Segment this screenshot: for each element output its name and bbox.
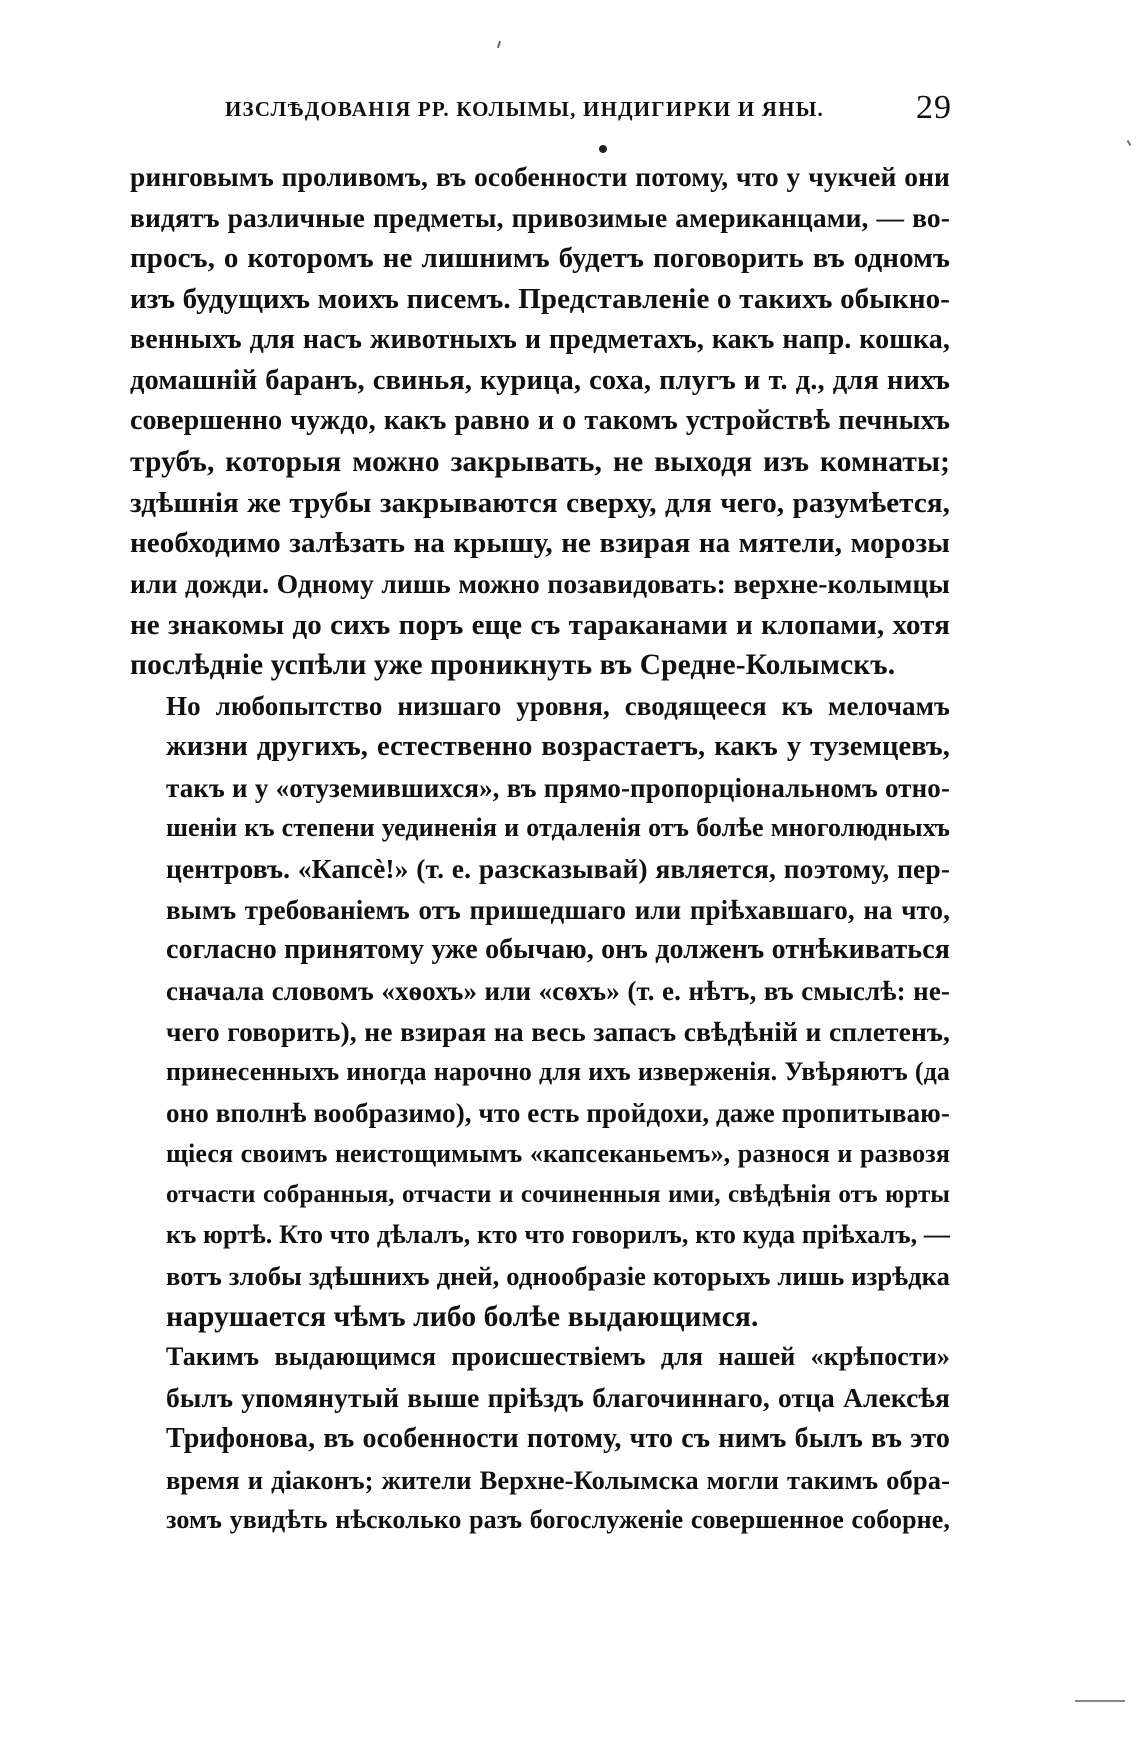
text-line: или дожди. Одному лишь можно позавидовать: верхне-колымцы [130, 568, 950, 600]
paragraph-1 [130, 157, 950, 686]
print-dot [599, 145, 607, 153]
print-speck [1127, 140, 1132, 146]
text-line: необходимо залѣзать на крышу, не взирая на мятели, морозы [130, 527, 950, 560]
page-number: 29 [916, 89, 952, 126]
text-line: венныхъ для насъ животныхъ и предметахъ, какъ напр. кошка, [130, 323, 950, 355]
text-line: трубъ, которыя можно закрывать, не выходя изъ комнаты; [130, 445, 950, 478]
text-line: сначала словомъ «хѳохъ» или «сѳхъ» (т. е. нѣтъ, въ смыслѣ: не- [166, 976, 950, 1007]
body-text [130, 157, 950, 1541]
text-line: оно вполнѣ вообразимо), что есть пройдохи, даже пропитываю- [166, 1098, 950, 1129]
text-line: вотъ злобы здѣшнихъ дней, однообразіе которыхъ лишь изрѣдка [166, 1260, 950, 1291]
text-line: чего говорить), не взирая на весь запасъ свѣдѣній и сплетенъ, [166, 1015, 950, 1047]
text-line: нарушается чѣмъ либо болѣе выдающимся. [166, 1300, 759, 1333]
text-line: здѣшнія же трубы закрываются сверху, для чего, разумѣется, [130, 486, 950, 519]
text-line: принесенныхъ иногда нарочно для ихъ изверженія. Увѣряютъ (да [166, 1057, 950, 1087]
text-line: былъ упомянутый выше пріѣздъ благочиннаго, отца Алексѣя [166, 1382, 950, 1414]
text-line: щіеся своимъ неистощимымъ «капсеканьемъ», разнося и развозя [166, 1138, 950, 1168]
text-line: ринговымъ проливомъ, въ особенности потому, что у чукчей они [130, 161, 950, 192]
text-line: отчасти собранныя, отчасти и сочиненныя ими, свѣдѣнія отъ юрты [166, 1180, 950, 1208]
text-line: домашній баранъ, свинья, курица, соха, плугъ и т. д., для нихъ [130, 364, 950, 396]
text-line: согласно принятому уже обычаю, онъ долженъ отнѣкиваться [166, 934, 950, 966]
text-line: жизни другихъ, естественно возрастаетъ, какъ у туземцевъ, [166, 730, 950, 762]
text-line: не знакомы до сихъ поръ еще съ тараканами и клопами, хотя [130, 608, 950, 641]
text-line: вымъ требованіемъ отъ пришедшаго или пріѣхавшаго, на что, [166, 894, 950, 925]
text-line: видятъ различные предметы, привозимые американцами, — во- [130, 201, 950, 233]
text-line: совершенно чуждо, какъ равно и о такомъ устройствѣ печныхъ [130, 405, 950, 437]
paragraph-2 [130, 686, 950, 1337]
running-title: ИЗСЛѢДОВАНІЯ РР. КОЛЫМЫ, ИНДИГИРКИ И ЯНЫ. [225, 97, 824, 121]
text-line: Трифонова, въ особенности потому, что съ нимъ былъ въ это [166, 1422, 950, 1454]
text-line: такъ и у «отуземившихся», въ прямо-пропорціональномъ отно- [166, 772, 950, 803]
text-line: зомъ увидѣть нѣсколько разъ богослуженіе совершенное соборне, [166, 1505, 950, 1535]
print-speck [497, 41, 501, 48]
text-line: время и діаконъ; жители Верхне-Колымска могли такимъ обра- [166, 1464, 950, 1495]
text-line: Но любопытство низшаго уровня, сводящееся къ мелочамъ [166, 691, 950, 722]
text-line: къ юртѣ. Кто что дѣлалъ, кто что говорилъ, кто куда пріѣхалъ, — [166, 1220, 950, 1250]
text-line: шеніи къ степени уединенія и отдаленія отъ болѣе многолюдныхъ [166, 813, 950, 843]
paragraph-3 [130, 1337, 950, 1541]
text-line: изъ будущихъ моихъ писемъ. Представленіе о такихъ обыкно- [130, 283, 950, 316]
text-line: послѣдніе успѣли уже проникнуть въ Средне-Колымскъ. [130, 649, 896, 682]
text-line: просъ, о которомъ не лишнимъ будетъ поговорить въ одномъ [130, 242, 950, 275]
page-header [130, 89, 952, 133]
text-line: Такимъ выдающимся происшествіемъ для нашей «крѣпости» [166, 1342, 950, 1372]
text-line: центровъ. «Капсè!» (т. е. разсказывай) является, поэтому, пер- [166, 852, 950, 884]
edge-rule [1075, 1700, 1125, 1702]
